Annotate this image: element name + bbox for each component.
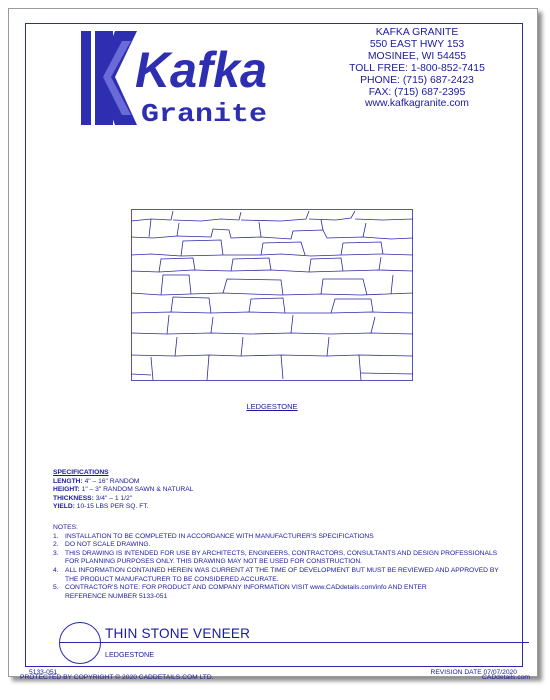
notes-heading: NOTES:: [53, 524, 78, 531]
spec-length: LENGTH: 4" – 16" RANDOM: [53, 477, 140, 485]
k-emblem-icon: [81, 31, 137, 125]
copyright-notice: PROTECTED BY COPYRIGHT © 2020 CADDETAILS.COM LTD.: [20, 674, 214, 681]
company-contact-block: [317, 27, 517, 110]
company-tollfree: TOLL FREE: 1-800-852-7415: [349, 62, 485, 74]
company-website: www.kafkagranite.com: [365, 98, 469, 110]
revision-date: REVISION DATE 07/07/2020: [430, 669, 517, 676]
notes-block: [53, 524, 513, 601]
kafka-granite-logo: [75, 29, 275, 135]
specifications-block: [53, 469, 513, 512]
note-item: 5. CONTRACTOR'S NOTE: FOR PRODUCT AND COMPANY INFORMATION VISIT www.CADdetails.com/info AND ENTER: [53, 584, 427, 592]
specifications-heading: SPECIFICATIONS: [53, 469, 109, 476]
company-name: KAFKA GRANITE: [375, 27, 459, 38]
company-address-line2: MOSINEE, WI 54455: [367, 50, 467, 62]
title-underline: [59, 642, 529, 643]
caddetails-link[interactable]: CADdetails.com: [482, 674, 530, 681]
spec-thickness: THICKNESS: 3/4" – 1 1/2": [53, 494, 133, 502]
stone-pattern: [131, 211, 413, 380]
drawing-sheet: [8, 8, 538, 677]
reference-number: 5133-051: [29, 669, 58, 676]
logo-wordmark: Kafka: [135, 42, 267, 98]
note-item: 1. INSTALLATION TO BE COMPLETED IN ACCORDANCE WITH MANUFACTURER'S SPECIFICATIONS: [53, 532, 374, 540]
ledgestone-drawing: [131, 209, 413, 381]
spec-yield: YIELD: 10-15 LBS PER SQ. FT.: [53, 503, 149, 511]
logo-subword: Granite: [141, 99, 267, 129]
spec-height: HEIGHT: 1" – 3" RANDOM SAWN & NATURAL: [53, 486, 194, 494]
note-item: 2. DO NOT SCALE DRAWING.: [53, 541, 151, 549]
company-phone: PHONE: (715) 687-2423: [360, 74, 474, 86]
drawing-caption: LEDGESTONE: [246, 402, 298, 411]
note-item: 4. ALL INFORMATION CONTAINED HEREIN WAS CURRENT AT THE TIME OF DEVELOPMENT BUT MUST BE REVIEWED AND APPROVED BY THE PRODUCT MANUFACTURER TO BE CONSIDERED ACCURATE.: [53, 566, 499, 583]
company-address-line1: 550 EAST HWY 153: [369, 38, 465, 50]
note-item: 3. THIS DRAWING IS INTENDED FOR USE BY ARCHITECTS, ENGINEERS, CONTRACTORS, CONSULTANTS AND DESIGN PROFESSIONALS FOR PLANNING PURPOSES ONLY. THIS DRAWING MAY NOT BE USED FOR CONSTRUCTION.: [53, 549, 498, 566]
company-fax: FAX: (715) 687-2395: [368, 86, 466, 98]
note-reference-number: REFERENCE NUMBER 5133-051: [65, 592, 168, 600]
detail-circle-icon: [59, 622, 101, 664]
drawing-subtitle: LEDGESTONE: [105, 650, 154, 659]
drawing-title: THIN STONE VENEER: [105, 626, 251, 641]
